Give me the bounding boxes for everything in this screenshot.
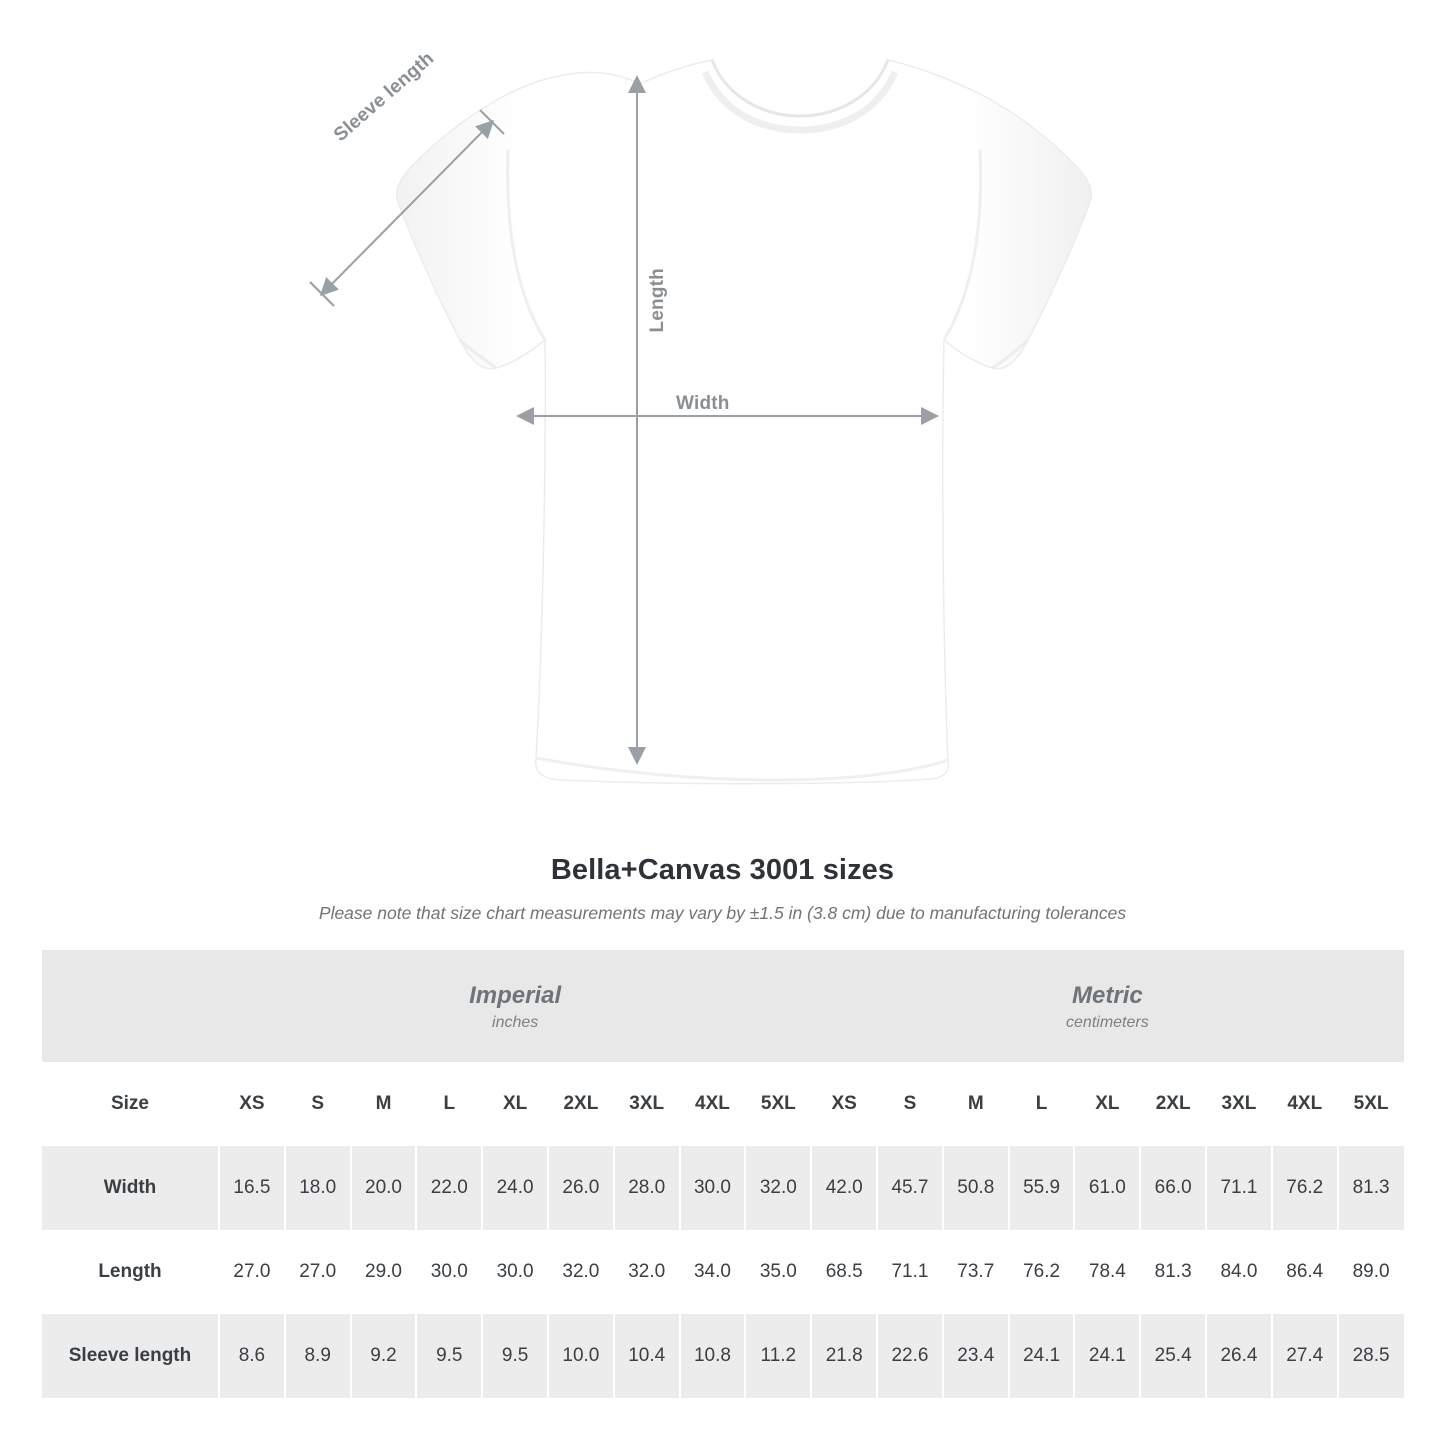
width-val-1: 18.0: [285, 1146, 351, 1230]
length-val-3: 30.0: [416, 1230, 482, 1314]
length-val-9: 68.5: [811, 1230, 877, 1314]
unit-group-imperial-sub: inches: [492, 1013, 539, 1031]
tshirt-shape: [397, 60, 1092, 784]
width-val-9: 42.0: [811, 1146, 877, 1230]
sleeve-val-0: 8.6: [219, 1314, 285, 1398]
width-val-8: 32.0: [745, 1146, 811, 1230]
size-col-14: 2XL: [1140, 1062, 1206, 1146]
length-val-4: 30.0: [482, 1230, 548, 1314]
sleeve-val-1: 8.9: [285, 1314, 351, 1398]
length-val-2: 29.0: [351, 1230, 417, 1314]
unit-header-spacer: [42, 950, 219, 1062]
unit-group-imperial-name: Imperial: [469, 981, 562, 1009]
length-val-5: 32.0: [548, 1230, 614, 1314]
size-col-2: M: [351, 1062, 417, 1146]
table-row-sleeve-length: [42, 1314, 1404, 1398]
tolerance-note: Please note that size chart measurements may vary by ±1.5 in (3.8 cm) due to manufacturing tolerances: [318, 903, 1127, 923]
size-row-header: Size: [42, 1062, 219, 1146]
size-col-9: XS: [811, 1062, 877, 1146]
sleeve-val-12: 24.1: [1009, 1314, 1075, 1398]
sleeve-val-7: 10.8: [680, 1314, 746, 1398]
sleeve-val-9: 21.8: [811, 1314, 877, 1398]
sleeve-val-4: 9.5: [482, 1314, 548, 1398]
row-label-length: Length: [42, 1230, 219, 1314]
sleeve-val-6: 10.4: [614, 1314, 680, 1398]
length-val-8: 35.0: [745, 1230, 811, 1314]
width-val-10: 45.7: [877, 1146, 943, 1230]
chart-title-block: [0, 854, 1445, 924]
sleeve-length-label: Sleeve length: [330, 47, 439, 146]
length-val-14: 81.3: [1140, 1230, 1206, 1314]
row-label-width: Width: [42, 1146, 219, 1230]
size-col-16: 4XL: [1272, 1062, 1338, 1146]
length-val-12: 76.2: [1009, 1230, 1075, 1314]
width-val-6: 28.0: [614, 1146, 680, 1230]
width-val-11: 50.8: [943, 1146, 1009, 1230]
sleeve-val-2: 9.2: [351, 1314, 417, 1398]
size-col-11: M: [943, 1062, 1009, 1146]
size-table-wrapper: [42, 950, 1403, 1398]
sleeve-val-8: 11.2: [745, 1314, 811, 1398]
length-val-15: 84.0: [1206, 1230, 1272, 1314]
length-label: Length: [647, 268, 668, 333]
width-val-15: 71.1: [1206, 1146, 1272, 1230]
width-val-2: 20.0: [351, 1146, 417, 1230]
size-col-3: L: [416, 1062, 482, 1146]
width-val-3: 22.0: [416, 1146, 482, 1230]
table-row-width: [42, 1146, 1404, 1230]
size-col-4: XL: [482, 1062, 548, 1146]
width-val-17: 81.3: [1338, 1146, 1404, 1230]
width-val-0: 16.5: [219, 1146, 285, 1230]
size-col-5: 2XL: [548, 1062, 614, 1146]
unit-group-metric: [811, 950, 1403, 1062]
unit-group-metric-sub: centimeters: [1066, 1013, 1149, 1031]
width-val-13: 61.0: [1074, 1146, 1140, 1230]
sleeve-val-14: 25.4: [1140, 1314, 1206, 1398]
size-table: [42, 950, 1404, 1398]
sleeve-val-13: 24.1: [1074, 1314, 1140, 1398]
size-col-1: S: [285, 1062, 351, 1146]
width-val-16: 76.2: [1272, 1146, 1338, 1230]
width-label: Width: [676, 393, 730, 414]
width-val-5: 26.0: [548, 1146, 614, 1230]
length-val-13: 78.4: [1074, 1230, 1140, 1314]
sleeve-val-5: 10.0: [548, 1314, 614, 1398]
sleeve-val-17: 28.5: [1338, 1314, 1404, 1398]
length-val-7: 34.0: [680, 1230, 746, 1314]
length-val-10: 71.1: [877, 1230, 943, 1314]
row-label-sleeve-length: Sleeve length: [42, 1314, 219, 1398]
size-col-6: 3XL: [614, 1062, 680, 1146]
width-val-14: 66.0: [1140, 1146, 1206, 1230]
length-val-1: 27.0: [285, 1230, 351, 1314]
sleeve-val-16: 27.4: [1272, 1314, 1338, 1398]
size-col-0: XS: [219, 1062, 285, 1146]
length-val-6: 32.0: [614, 1230, 680, 1314]
size-col-8: 5XL: [745, 1062, 811, 1146]
size-col-13: XL: [1074, 1062, 1140, 1146]
size-col-17: 5XL: [1338, 1062, 1404, 1146]
sleeve-val-15: 26.4: [1206, 1314, 1272, 1398]
size-col-15: 3XL: [1206, 1062, 1272, 1146]
unit-header-row: [42, 950, 1404, 1062]
unit-group-imperial: [219, 950, 811, 1062]
width-val-12: 55.9: [1009, 1146, 1075, 1230]
width-val-7: 30.0: [680, 1146, 746, 1230]
width-val-4: 24.0: [482, 1146, 548, 1230]
sleeve-val-11: 23.4: [943, 1314, 1009, 1398]
length-val-0: 27.0: [219, 1230, 285, 1314]
unit-group-metric-name: Metric: [1072, 981, 1143, 1009]
table-row-length: [42, 1230, 1404, 1314]
length-val-17: 89.0: [1338, 1230, 1404, 1314]
length-val-11: 73.7: [943, 1230, 1009, 1314]
sleeve-val-10: 22.6: [877, 1314, 943, 1398]
size-col-7: 4XL: [680, 1062, 746, 1146]
page-title: Bella+Canvas 3001 sizes: [550, 854, 895, 886]
size-col-10: S: [877, 1062, 943, 1146]
length-val-16: 86.4: [1272, 1230, 1338, 1314]
sleeve-val-3: 9.5: [416, 1314, 482, 1398]
size-header-row: [42, 1062, 1404, 1146]
size-col-12: L: [1009, 1062, 1075, 1146]
